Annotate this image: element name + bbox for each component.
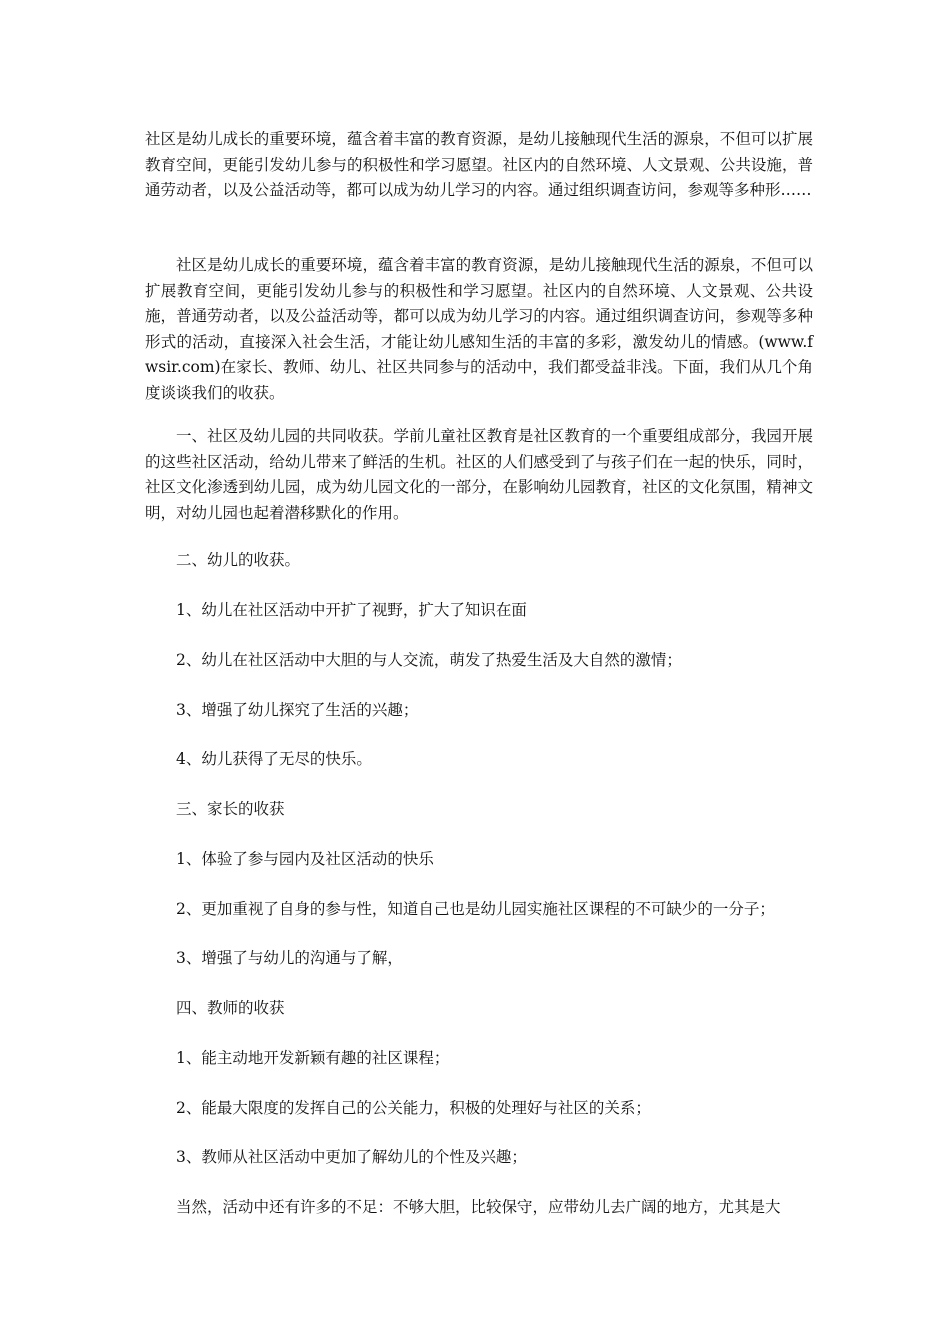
section2-item-3: 3、增强了幼儿探究了生活的兴趣； [176,701,419,719]
section3-heading: 三、家长的收获 [176,800,285,818]
section4-heading: 四、教师的收获 [176,999,285,1017]
section2-item-2: 2、幼儿在社区活动中大胆的与人交流，萌发了热爱生活及大自然的激情； [176,651,682,669]
section2-item-4: 4、幼儿获得了无尽的快乐。 [176,750,372,768]
section1-paragraph: 一、社区及幼儿园的共同收获。学前儿童社区教育是社区教育的一个重要组成部分，我园开展的这些社区活动，给幼儿带来了鲜活的生机。社区的人们感受到了与孩子们在一起的快乐，同时，社区文化渗透到幼儿园，成为幼儿园文化的一部分，在影响幼儿园教育，社区的文化氛围，精神文明，对幼儿园也起着潜移默化的作用。 [145,427,813,522]
section4-item-2: 2、能最大限度的发挥自己的公关能力，积极的处理好与社区的关系； [176,1099,651,1117]
section3-item-2: 2、更加重视了自身的参与性，知道自己也是幼儿园实施社区课程的不可缺少的一分子； [176,900,775,918]
section4-item-3: 3、教师从社区活动中更加了解幼儿的个性及兴趣； [176,1148,527,1166]
section2-heading: 二、幼儿的收获。 [176,551,301,569]
closing-paragraph: 当然，活动中还有许多的不足：不够大胆，比较保守，应带幼儿去广阔的地方，尤其是大 [176,1198,781,1216]
section3-item-1: 1、体验了参与园内及社区活动的快乐 [176,850,434,868]
section3-item-3: 3、增强了与幼儿的沟通与了解， [176,949,403,967]
intro-paragraph: 社区是幼儿成长的重要环境，蕴含着丰富的教育资源，是幼儿接触现代生活的源泉，不但可以扩展教育空间，更能引发幼儿参与的积极性和学习愿望。社区内的自然环境、人文景观、公共设施，普通劳动者，以及公益活动等，都可以成为幼儿学习的内容。通过组织调查访问，参观等多种形式的活动，直接深入社会生活，才能让幼儿感知生活的丰富的多彩，激发幼儿的情感。(www.fwsir.com)在家长、教师、幼儿、社区共同参与的活动中，我们都受益非浅。下面，我们从几个角度谈谈我们的收获。 [145,256,813,402]
summary-paragraph: 社区是幼儿成长的重要环境，蕴含着丰富的教育资源，是幼儿接触现代生活的源泉，不但可以扩展教育空间，更能引发幼儿参与的积极性和学习愿望。社区内的自然环境、人文景观、公共设施，普通劳动者，以及公益活动等，都可以成为幼儿学习的内容。通过组织调查访问，参观等多种形…… [145,130,813,199]
section2-item-1: 1、幼儿在社区活动中开扩了视野，扩大了知识在面 [176,601,527,619]
section4-item-1: 1、能主动地开发新颖有趣的社区课程； [176,1049,450,1067]
